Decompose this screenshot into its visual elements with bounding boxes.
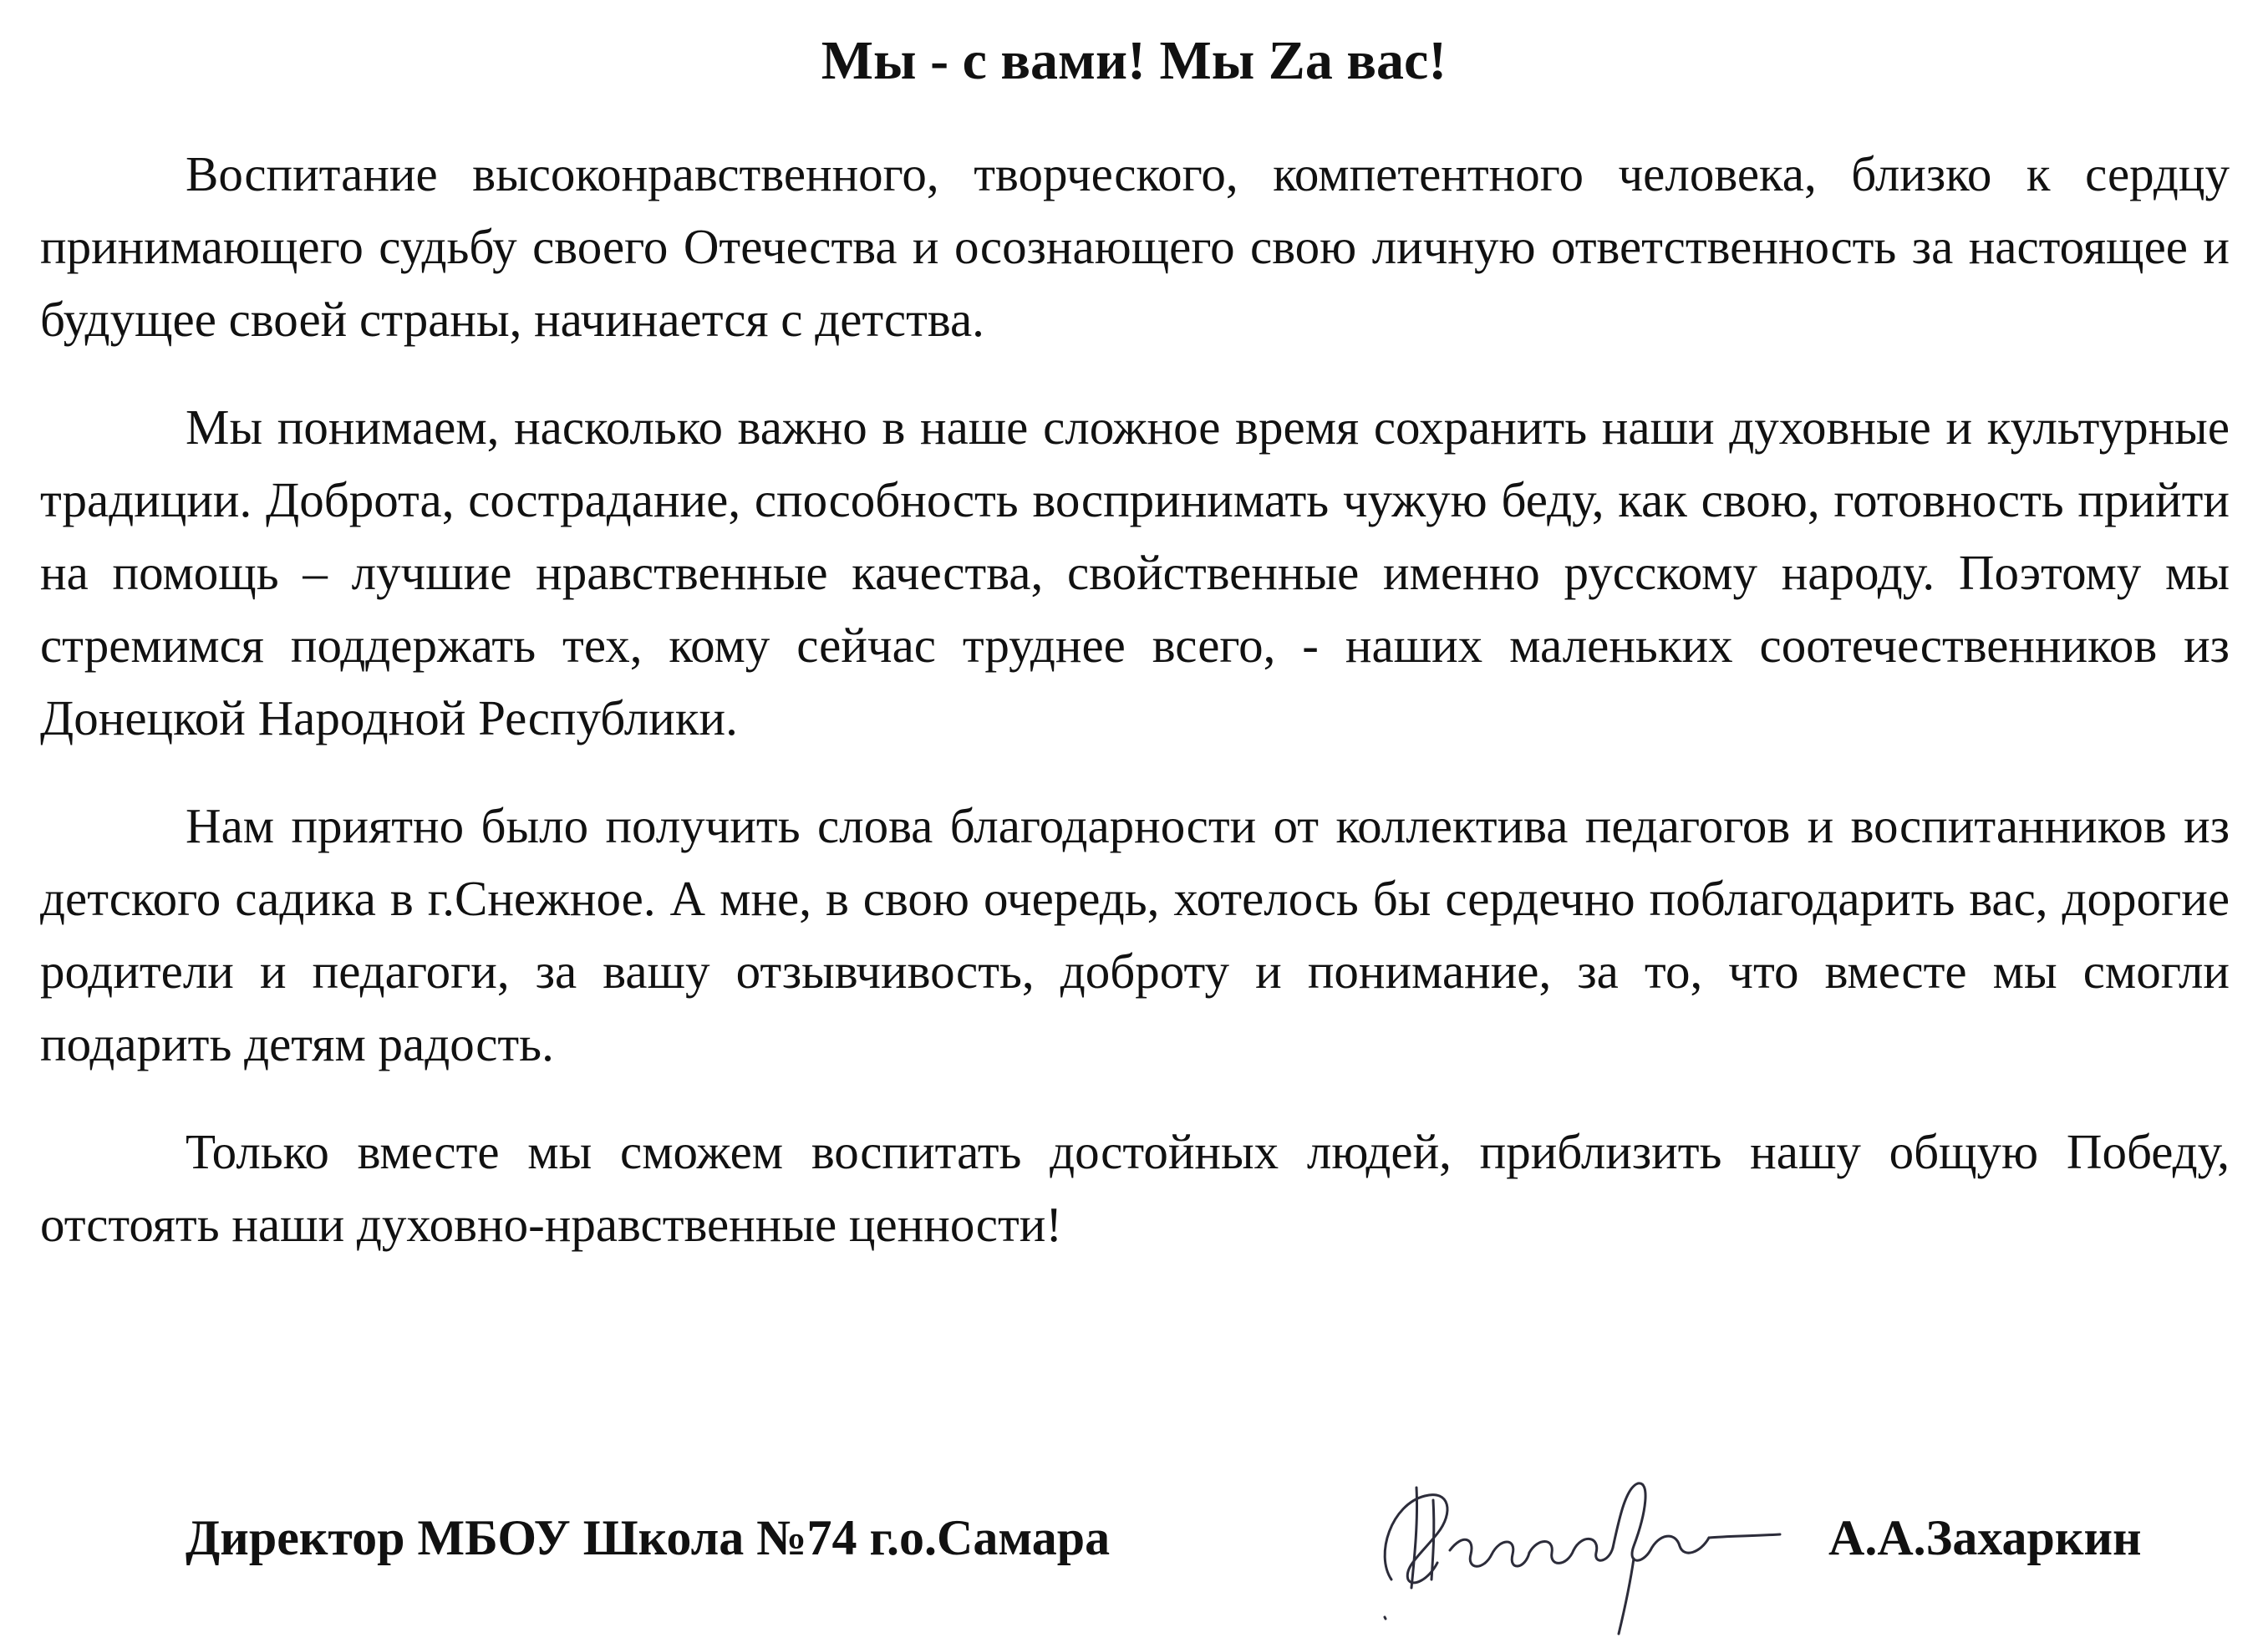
paragraph-2: Мы понимаем, насколько важно в наше сложное время сохранить наши духовные и культурные традиции. Доброта, сострадание, способность воспринимать чужую беду, как свою, готовность прийти на помощь – лучшие нравственные качества, свойственные именно русскому народу. Поэтому мы стремимся поддержать тех, кому сейчас труднее всего, - наших маленьких соотечественников из Донецкой Народной Республики. [40,399,2230,745]
paragraph-3: Нам приятно было получить слова благодарности от коллектива педагогов и воспитанников из детского садика в г.Снежное. А мне, в свою очередь, хотелось бы сердечно поблагодарить вас, дорогие родители и педагоги, за вашу отзывчивость, доброту и понимание, за то, что вместе мы смогли подарить детям радость. [40,798,2230,1071]
signer-name: А.А.Захаркин [1828,1510,2142,1565]
paragraph-4: Только вместе мы сможем воспитать достойных людей, приблизить нашу общую Победу, отстоять наши духовно-нравственные ценности! [40,1124,2230,1252]
letter-title: Мы - с вами! Мы Zа вас! [821,30,1447,91]
handwritten-signature [1358,1454,1793,1638]
letter-body [40,138,2230,1296]
director-position: Директор МБОУ Школа №74 г.о.Самара [186,1510,1111,1565]
signature-block [0,1500,2268,1625]
paragraph-1: Воспитание высоконравственного, творческого, компетентного человека, близко к сердцу принимающего судьбу своего Отечества и осознающего свою личную ответственность за настоящее и будущее своей страны, начинается с детства. [40,146,2230,347]
